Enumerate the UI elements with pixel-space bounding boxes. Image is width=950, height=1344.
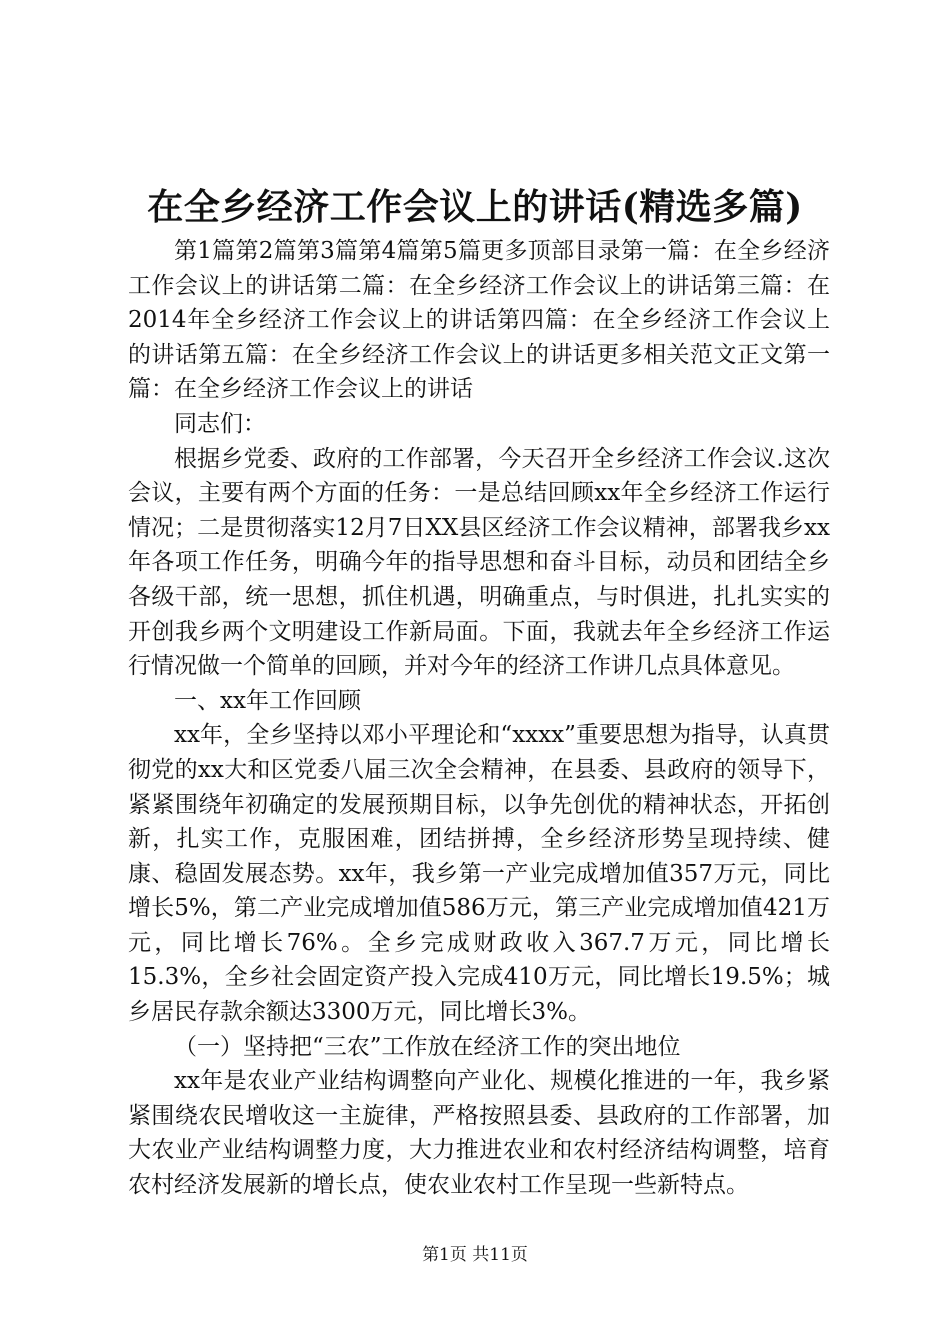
paragraph-salutation: 同志们： <box>174 410 266 437</box>
document-title: 在全乡经济工作会议上的讲话(精选多篇) <box>147 186 803 228</box>
document-body <box>128 234 830 1203</box>
paragraph-intro: 根据乡党委、政府的工作部署，今天召开全乡经济工作会议.这次会议，主要有两个方面的任务：一是总结回顾xx年全乡经济工作运行情况；二是贯彻落实12月7日XX县区经济工作会议精神，部署我乡xx年各项工作任务，明确今年的指导思想和奋斗目标，动员和团结全乡各级干部，统一思想，抓住机遇，明确重点，与时俱进，扎扎实实的开创我乡两个文明建设工作新局面。下面，我就去年全乡经济工作运行情况做一个简单的回顾，并对今年的经济工作讲几点具体意见。 <box>128 445 830 680</box>
subsection-heading-agriculture: （一）坚持把“三农”工作放在经济工作的突出地位 <box>174 1033 681 1060</box>
section-heading-review: 一、xx年工作回顾 <box>174 687 361 714</box>
paragraph-agriculture: xx年是农业产业结构调整向产业化、规模化推进的一年，我乡紧紧围绕农民增收这一主旋律，严格按照县委、县政府的工作部署，加大农业产业结构调整力度，大力推进农业和农村经济结构调整，培育农村经济发展新的增长点，使农业农村工作呈现一些新特点。 <box>128 1068 830 1199</box>
page-footer: 第1页 共11页 <box>422 1245 528 1265</box>
paragraph-table-of-contents: 第1篇第2篇第3篇第4篇第5篇更多顶部目录第一篇：在全乡经济工作会议上的讲话第二篇：在全乡经济工作会议上的讲话第三篇：在2014年全乡经济工作会议上的讲话第四篇：在全乡经济工作会议上的讲话第五篇：在全乡经济工作会议上的讲话更多相关范文正文第一篇：在全乡经济工作会议上的讲话 <box>128 238 830 403</box>
paragraph-review: xx年，全乡坚持以邓小平理论和“xxxx”重要思想为指导，认真贯彻党的xx大和区党委八届三次全会精神，在县委、县政府的领导下，紧紧围绕年初确定的发展预期目标，以争先创优的精神状态，开拓创新，扎实工作，克服困难，团结拼搏，全乡经济形势呈现持续、健康、稳固发展态势。xx年，我乡第一产业完成增加值357万元，同比增长5%，第二产业完成增加值586万元，第三产业完成增加值421万元，同比增长76%。全乡完成财政收入367.7万元，同比增长15.3%，全乡社会固定资产投入完成410万元，同比增长19.5%；城乡居民存款余额达3300万元，同比增长3%。 <box>128 722 830 1026</box>
